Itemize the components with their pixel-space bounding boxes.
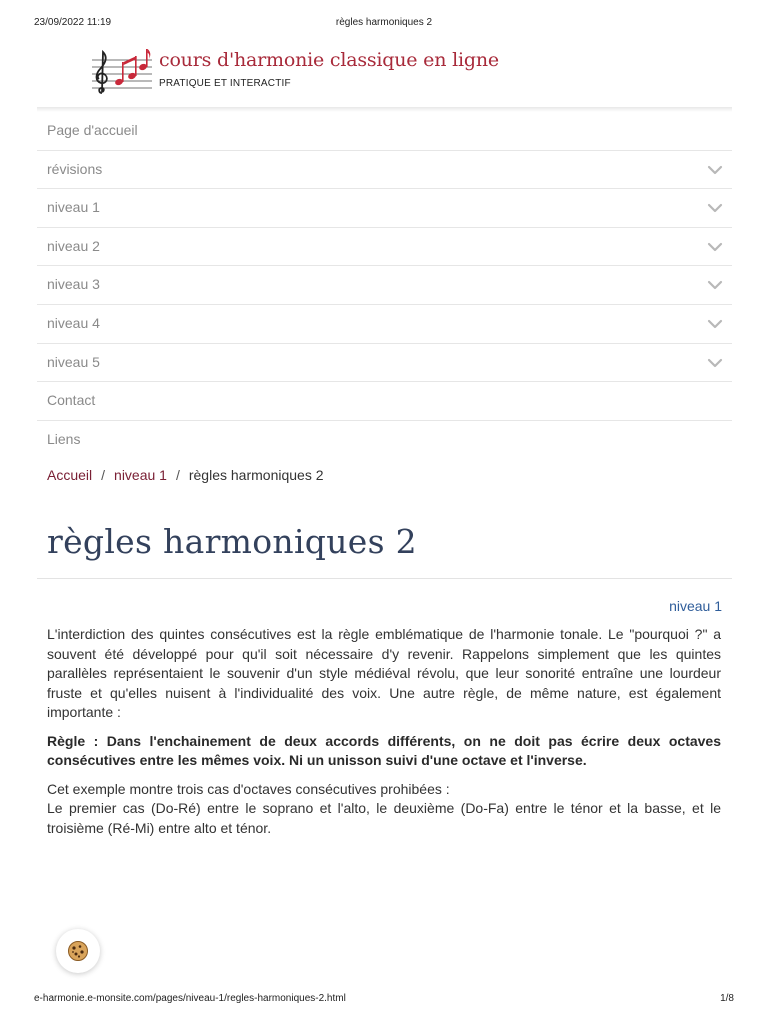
menu-item-label: niveau 5 [47,353,100,370]
menu-item-label: Page d'accueil [47,122,138,138]
intro-paragraph: L'interdiction des quintes consécutives est la règle emblématique de l'harmonie tonale. Le "pourquoi ?" a souvent été développé pour qu'il soit nécessaire d'y revenir. Rappelons simplement que les quintes parallèles représentaient le souvenir d'un style médiéval révolu, que leur sonorité entraîne une lourdeur fruste et qu'elles nuisent à l'individualité des voix. Une autre règle, de même nature, est également importante : [47,626,721,720]
menu-item-revisions[interactable] [37,151,732,190]
example-intro: Cet exemple montre trois cas d'octaves consécutives prohibées : [47,780,450,797]
menu-item-label: niveau 2 [47,237,100,254]
print-url: e-harmonie.e-monsite.com/pages/niveau-1/regles-harmoniques-2.html [34,993,346,1004]
breadcrumb-niveau-1-link[interactable]: niveau 1 [114,467,167,483]
menu-item-contact[interactable] [37,382,732,421]
menu-item-niveau-5[interactable] [37,344,732,383]
print-page-number: 1/8 [720,993,734,1004]
chevron-down-icon[interactable] [707,201,723,215]
menu-item-label: niveau 4 [47,314,100,331]
site-slogan: PRATIQUE ET INTERACTIF [159,78,291,89]
site-title[interactable]: cours d'harmonie classique en ligne [159,49,499,71]
breadcrumb-separator: / [175,467,180,483]
treble-clef-music-notes-icon[interactable] [90,48,152,96]
article-content [47,625,721,847]
breadcrumb-current: règles harmoniques 2 [188,467,324,483]
chevron-down-icon[interactable] [707,240,723,254]
print-datetime: 23/09/2022 11:19 [34,17,112,28]
print-footer [0,993,768,1007]
cookie-settings-button[interactable] [56,929,100,973]
chevron-down-icon[interactable] [707,163,723,177]
breadcrumb [47,467,324,483]
menu-item-niveau-2[interactable] [37,228,732,267]
example-paragraph [47,780,721,839]
breadcrumb-home-link[interactable]: Accueil [47,467,93,483]
page-title: règles harmoniques 2 [47,522,417,561]
menu-item-niveau-3[interactable] [37,266,732,305]
menu-item-page-d-accueil[interactable] [37,112,732,151]
site-header [90,48,730,98]
chevron-down-icon[interactable] [707,278,723,292]
print-title: règles harmoniques 2 [335,17,433,28]
menu-item-label: Contact [47,392,96,409]
rule-paragraph: Règle : Dans l'enchainement de deux accords différents, on ne doit pas écrire deux octaves consécutives entre les mêmes voix. Ni un unisson suivi d'une octave et l'inverse. [47,732,721,768]
menu-item-label: niveau 3 [47,276,100,293]
menu-item-label: Liens [47,430,81,447]
main-menu [37,112,732,459]
menu-item-liens[interactable] [37,421,732,460]
chevron-down-icon[interactable] [707,317,723,331]
breadcrumb-separator: / [101,467,106,483]
menu-item-niveau-4[interactable] [37,305,732,344]
title-divider [37,578,732,579]
chevron-down-icon[interactable] [707,356,723,370]
menu-item-label: révisions [47,160,103,177]
cookie-icon [67,940,89,962]
menu-item-niveau-1[interactable] [37,189,732,228]
example-details: Le premier cas (Do-Ré) entre le soprano et l'alto, le deuxième (Do-Fa) entre le ténor et la basse, et le troisième (Ré-Mi) entre alto et ténor. [47,800,721,836]
category-link[interactable]: niveau 1 [669,598,722,614]
print-header [0,17,768,31]
menu-item-label: niveau 1 [47,199,100,216]
